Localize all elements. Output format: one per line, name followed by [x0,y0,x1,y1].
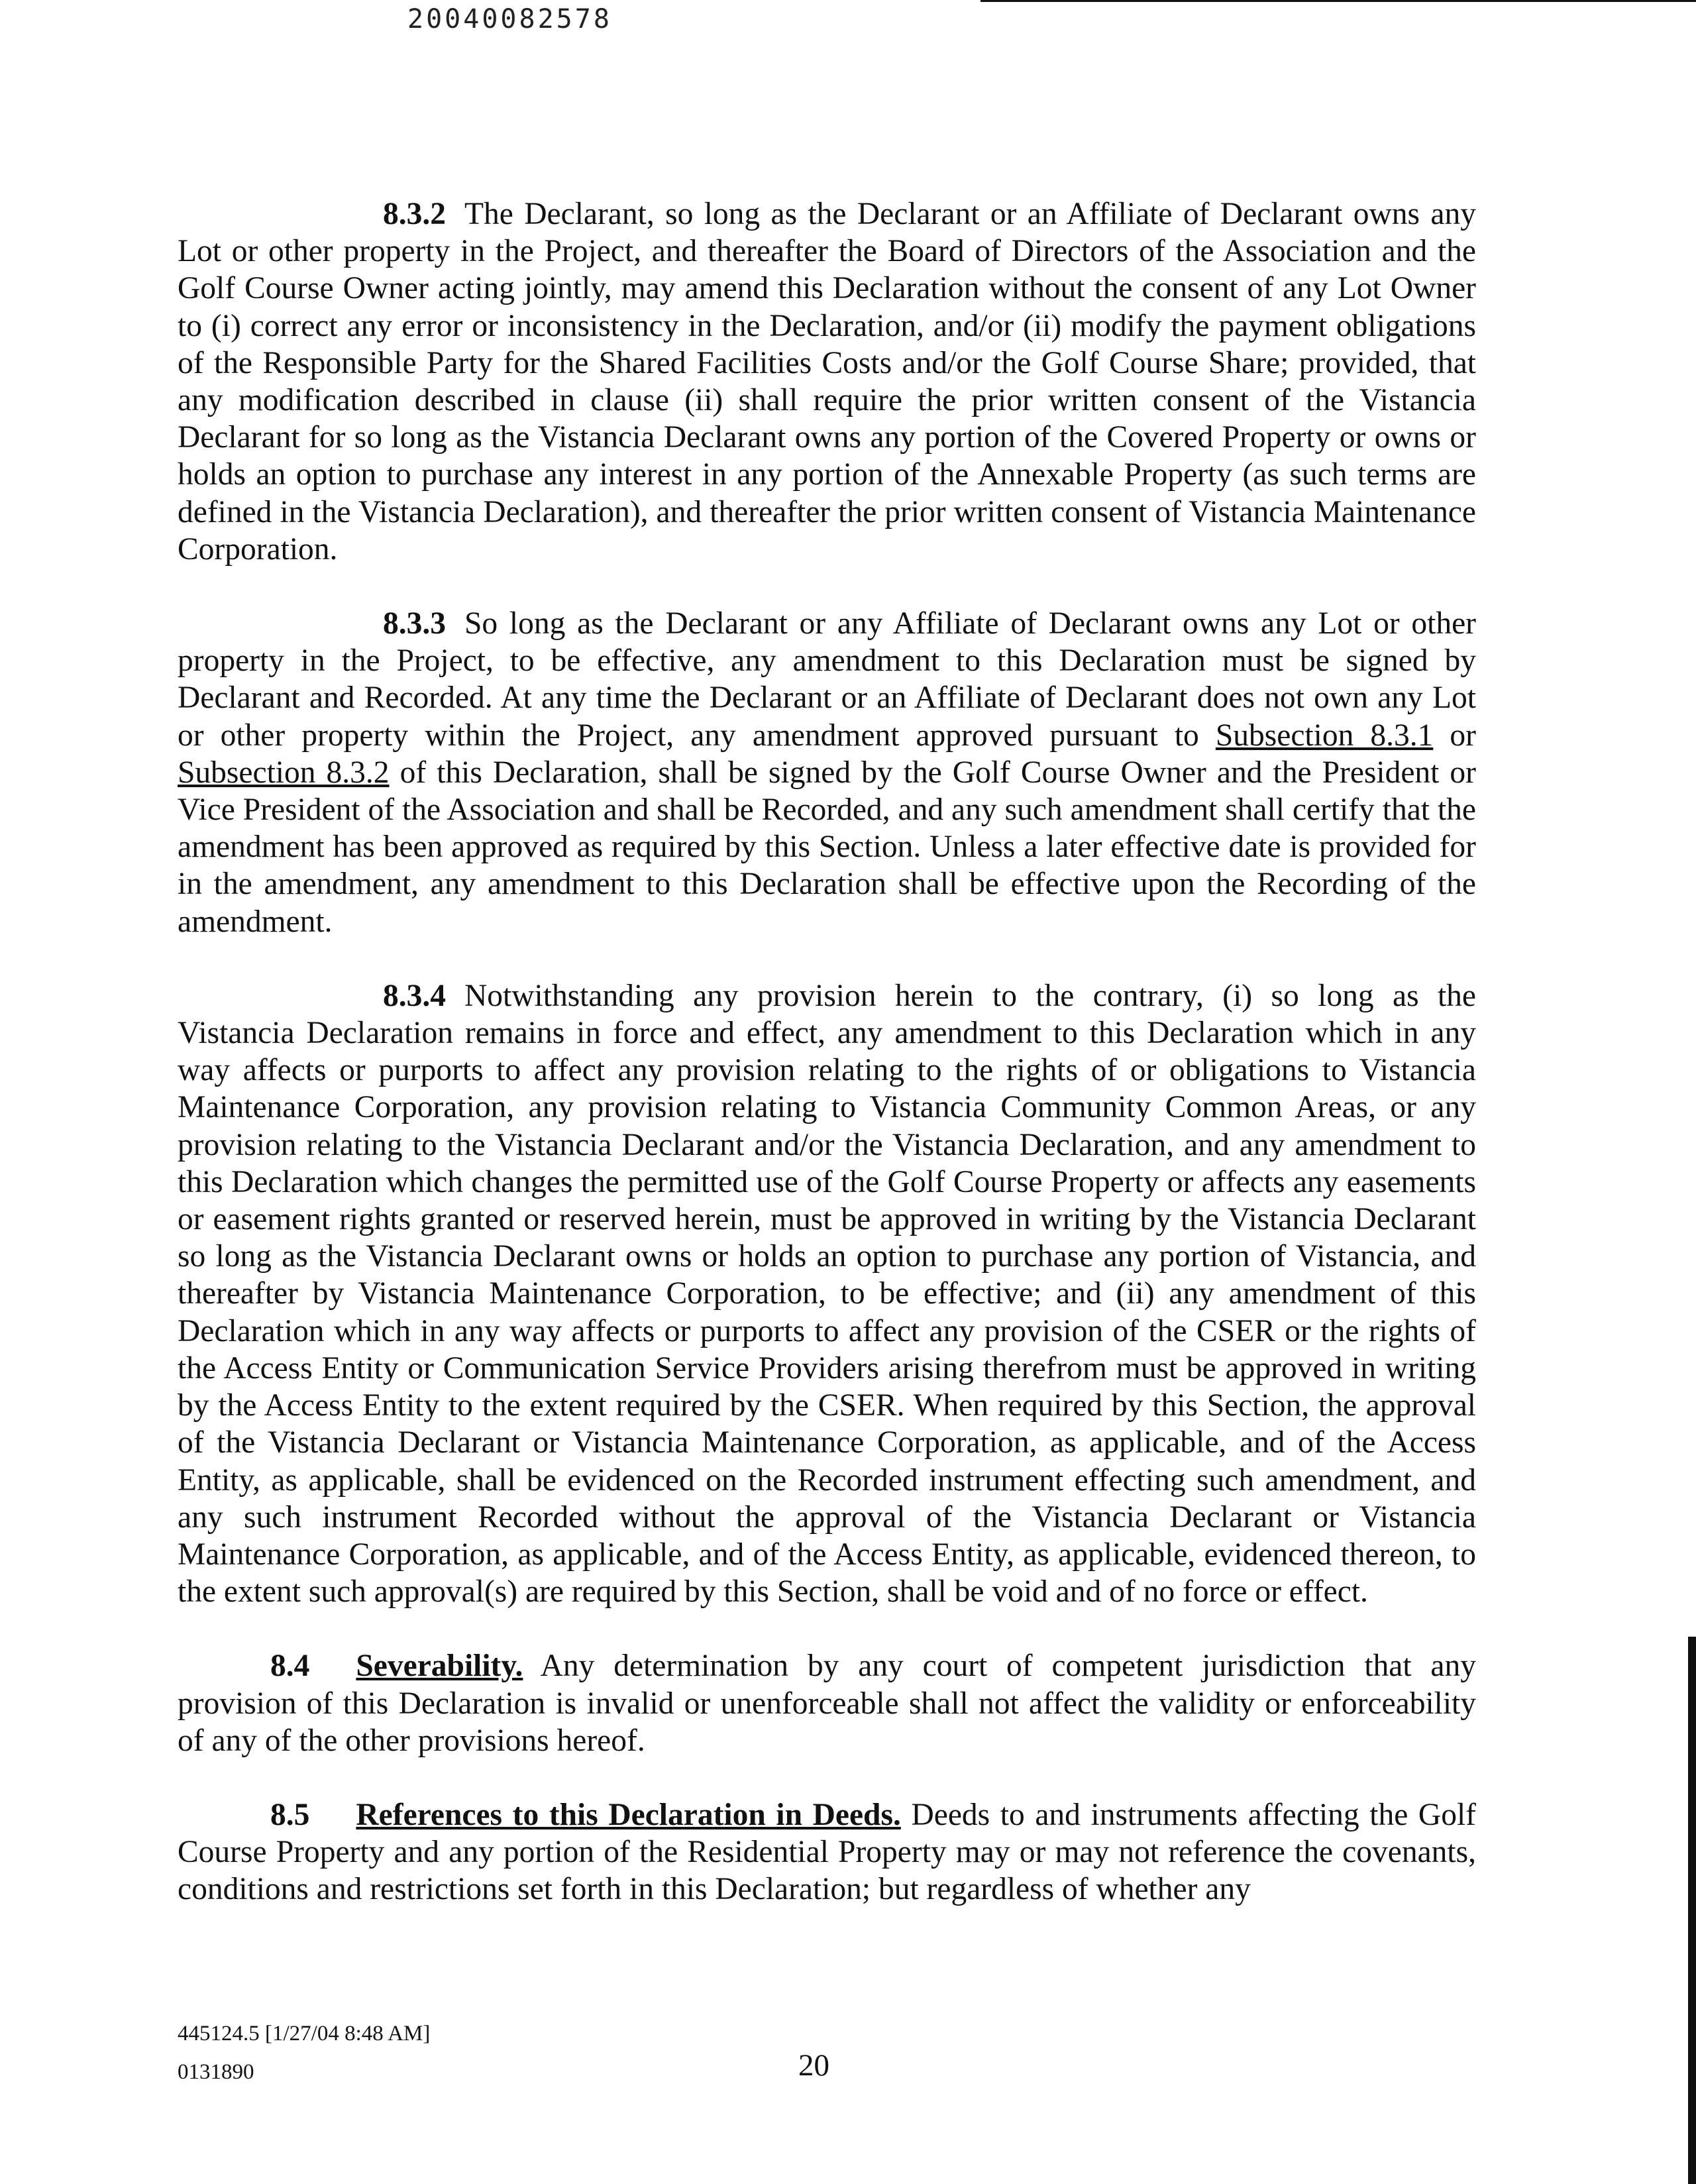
section-text: of this Declaration, shall be signed by the Golf Course Owner and the President or Vice President of the Association and shall be Recorded, and any such amendment shall certify that the amendment has been approved as required by this Section. Unless a later effective date is provided for in the amendment, any amendment to this Declaration shall be effective upon the Recording of the amendment. [178,755,1476,939]
section-heading: Severability. [356,1649,523,1684]
footer-doc-ref: 445124.5 [1/27/04 8:48 AM] [178,2022,431,2046]
section-text: So long as the Declarant or any Affiliate of Declarant owns any Lot or other property in the Project, to be effective, any amendment to this Declaration must be signed by Declarant and Recorded. At any time the Declarant or an Affiliate of Declarant does not own any Lot or other property within the Project, any amendment approved pursuant to [178,606,1476,753]
subsection-8-3-2-reference: Subsection 8.3.2 [178,755,390,790]
section-text: or [1450,718,1476,753]
section-text: Notwithstanding any provision herein to the contrary, (i) so long as the Vistancia Declaration remains in force and effect, any amendment to this Declaration which in any way affects or purports to affect any provision relating to the rights of or obligations to Vistancia Maintenance Corporation, any provision relating to Vistancia Community Common Areas, or any provision relating to the Vistancia Declarant and/or the Vistancia Declaration, and any amendment to this Declaration which changes the permitted use of the Golf Course Property or affects any easements or easement rights granted or reserved herein, must be approved in writing by the Vistancia Declarant so long as the Vistancia Declarant owns or holds an option to purchase any portion of Vistancia, and thereafter by Vistancia Maintenance Corporation, to be effective; and (ii) any amendment of this Declaration which in any way affects or purports to affect any provision of the CSER or the rights of the Access Entity or Communication Service Providers arising therefrom must be approved in writing by the Access Entity to the extent required by the CSER. When required by this Section, the approval of the Vistancia Declarant or Vistancia Maintenance Corporation, as applicable, and of the Access Entity, as applicable, shall be evidenced on the Recorded instrument effecting such amendment, and any such instrument Recorded without the approval of the Vistancia Declarant or Vistancia Maintenance Corporation, as applicable, and of the Access Entity, as applicable, evidenced thereon, to the extent such approval(s) are required by this Section, shall be void and of no force or effect. [178,978,1476,1610]
section-text: Any determination by any court of competent jurisdiction that any provision of this Declaration is invalid or unenforceable shall not affect the validity or enforceability of any of the other provisions hereof. [178,1649,1476,1758]
page-number: 20 [798,2048,829,2083]
section-heading: References to this Declaration in Deeds. [356,1797,901,1832]
section-number: 8.4 [270,1649,310,1684]
document-number: 20040082578 [407,4,612,34]
footer-file-number: 0131890 [178,2060,254,2084]
section-8-3-3 [178,605,1476,940]
footer-reference [178,2014,430,2091]
document-body [178,195,1476,1945]
scan-edge-mark [1688,1637,1696,2184]
section-number: 8.3.3 [383,606,446,641]
section-number: 8.5 [270,1797,310,1832]
section-text: The Declarant, so long as the Declarant or an Affiliate of Declarant owns any Lot or other property in the Project, and thereafter the Board of Directors of the Association and the Golf Course Owner acting jointly, may amend this Declaration without the consent of any Lot Owner to (i) correct any error or inconsistency in the Declaration, and/or (ii) modify the payment obligations of the Responsible Party for the Shared Facilities Costs and/or the Golf Course Share; provided, that any modification described in clause (ii) shall require the prior written consent of the Vistancia Declarant for so long as the Vistancia Declarant owns any portion of the Covered Property or owns or holds an option to purchase any interest in any portion of the Annexable Property (as such terms are defined in the Vistancia Declaration), and thereafter the prior written consent of Vistancia Maintenance Corporation. [178,197,1476,567]
section-text: Deeds to and instruments affecting the Golf Course Property and any portion of the Residential Property may or may not reference the covenants, conditions and restrictions set forth in this Declaration; but regardless of whether any [178,1797,1476,1907]
top-rule [980,0,1696,2]
section-8-4 [178,1647,1476,1759]
section-8-3-2 [178,195,1476,568]
section-8-5 [178,1796,1476,1908]
section-number: 8.3.4 [383,978,446,1013]
subsection-8-3-1-reference: Subsection 8.3.1 [1215,718,1434,753]
section-number: 8.3.2 [383,197,446,231]
section-8-3-4 [178,977,1476,1610]
